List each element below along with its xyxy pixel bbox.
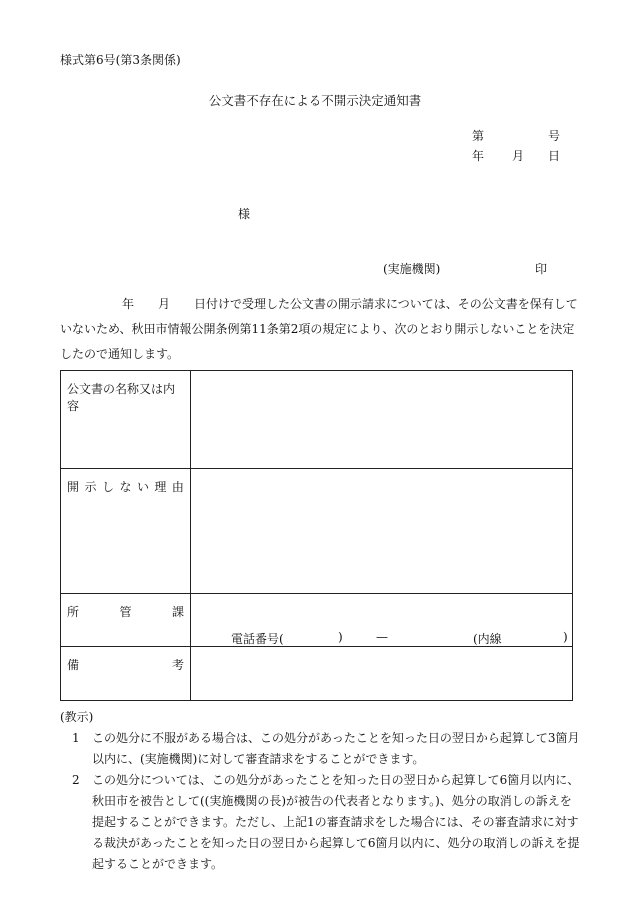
document-title: 公文書不存在による不開示決定通知書 <box>208 93 422 108</box>
form-number: 様式第6号(第3条関係) <box>60 53 181 67</box>
seal-mark: 印 <box>535 262 548 276</box>
decision-table <box>60 370 573 701</box>
body-month: 月 <box>158 297 171 311</box>
note-item: 1 この処分に不服がある場合は、この処分があったことを知った日の翌日から起算して3箇月以内に、(実施機関)に対して審査請求をすることができます。 <box>72 731 580 766</box>
instruction-notes <box>60 707 580 875</box>
value-department <box>191 594 573 647</box>
label-department: 所 管 課 <box>61 594 191 647</box>
extension-label: (内線 <box>473 632 502 646</box>
notice-body <box>60 292 580 367</box>
number-suffix: 号 <box>548 129 561 143</box>
value-remarks <box>191 647 573 701</box>
extension-close: ) <box>563 630 568 644</box>
note-item: 2 この処分については、この処分があったことを知った日の翌日から起算して6箇月以内に、秋田市を被告として((実施機関の長)が被告の代表者となります。)、処分の取消しの訴えを提起することができます。ただし、上記1の審査請求をした場合には、その審査請求に対する裁決があったことを知った日の翌日から起算して6箇月以内に、処分の取消しの訴えを提起することができます。 <box>72 773 580 871</box>
date-day: 日 <box>548 149 561 163</box>
addressee-suffix: 様 <box>238 207 251 221</box>
label-reason: 開 示 し な い 理 由 <box>61 469 191 594</box>
phone-dash: — <box>376 630 388 644</box>
body-year: 年 <box>122 297 135 311</box>
value-reason <box>191 469 573 594</box>
body-text: 日付けで受理した公文書の開示請求については、その公文書を保有していないため、秋田市情報公開条例第11条第2項の規定により、次のとおり開示しないことを決定したので通知します。 <box>60 297 578 361</box>
date-year: 年 <box>472 149 485 163</box>
phone-paren-close: ) <box>338 630 343 644</box>
phone-label: 電話番号( <box>231 632 284 646</box>
agency-label: (実施機関) <box>383 262 441 276</box>
number-prefix: 第 <box>472 129 485 143</box>
notes-heading: (教示) <box>60 710 94 724</box>
label-document-name: 公文書の名称又は内容 <box>61 371 191 469</box>
value-document-name <box>191 371 573 469</box>
label-remarks: 備 考 <box>61 647 191 701</box>
date-month: 月 <box>512 149 525 163</box>
